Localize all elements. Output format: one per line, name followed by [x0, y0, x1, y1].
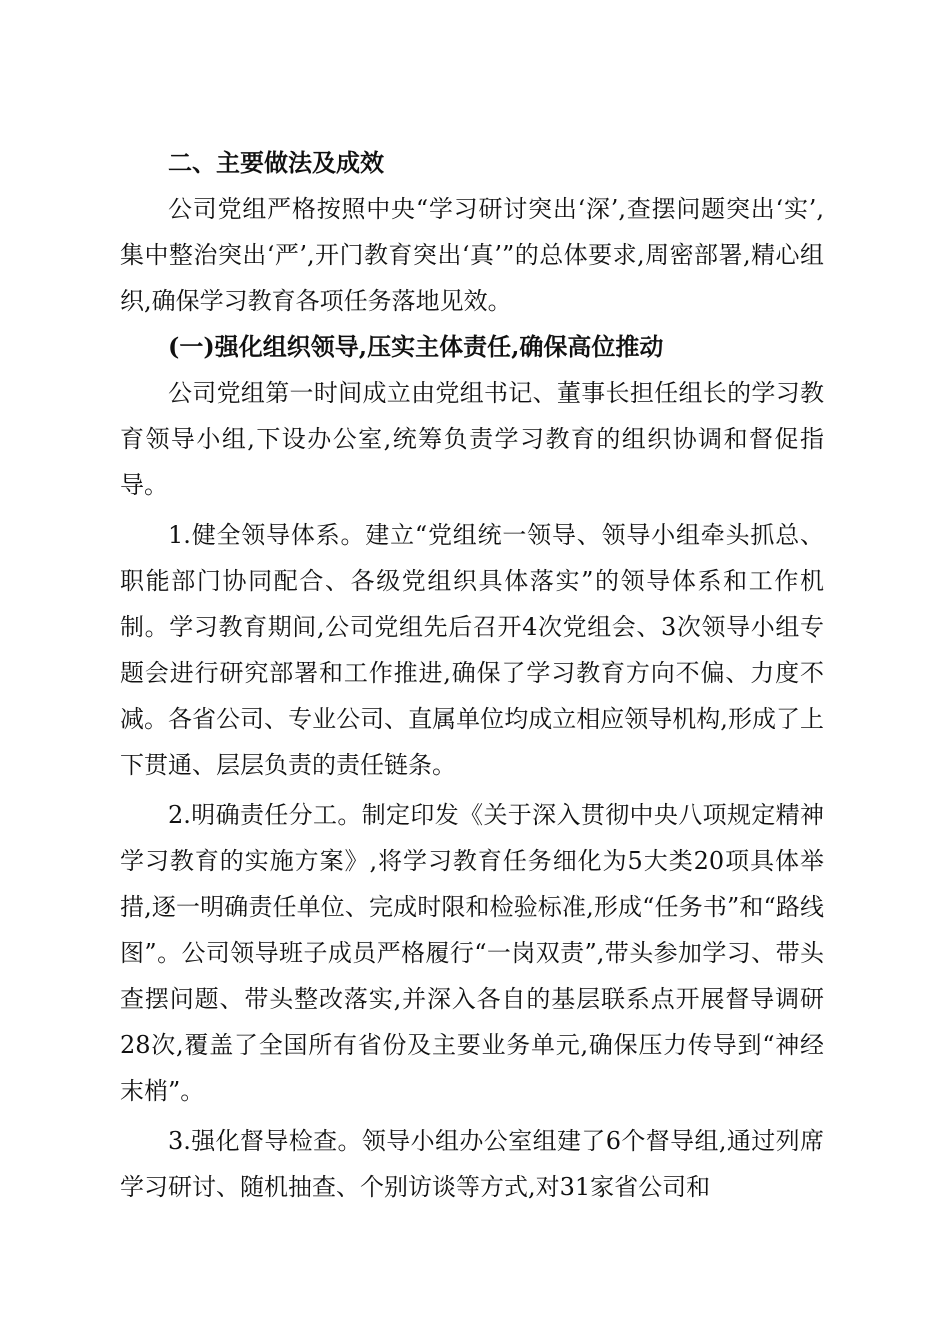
section-heading: 二、主要做法及成效 [168, 149, 384, 177]
item-3-paragraph: 3.强化督导检查。领导小组办公室组建了6个督导组,通过列席学习研讨、随机抽查、个别访谈等方式,对31家省公司和 [120, 1127, 824, 1201]
item-1-paragraph: 1.健全领导体系。建立“党组统一领导、领导小组牵头抓总、职能部门协同配合、各级党组织具体落实”的领导体系和工作机制。学习教育期间,公司党组先后召开4次党组会、3次领导小组专题会进行研究部署和工作推进,确保了学习教育方向不偏、力度不减。各省公司、专业公司、直属单位均成立相应领导机构,形成了上下贯通、层层负责的责任链条。 [120, 521, 824, 779]
intro-paragraph: 公司党组严格按照中央“学习研讨突出‘深’,查摆问题突出‘实’,集中整治突出‘严’,开门教育突出‘真’”的总体要求,周密部署,精心组织,确保学习教育各项任务落地见效。 [120, 195, 824, 315]
document-body [120, 140, 824, 1210]
item-2-paragraph: 2.明确责任分工。制定印发《关于深入贯彻中央八项规定精神学习教育的实施方案》,将学习教育任务细化为5大类20项具体举措,逐一明确责任单位、完成时限和检验标准,形成“任务书”和“路线图”。公司领导班子成员严格履行“一岗双责”,带头参加学习、带头查摆问题、带头整改落实,并深入各自的基层联系点开展督导调研28次,覆盖了全国所有省份及主要业务单元,确保压力传导到“神经末梢”。 [120, 801, 824, 1105]
subsection-paragraph: 公司党组第一时间成立由党组书记、董事长担任组长的学习教育领导小组,下设办公室,统筹负责学习教育的组织协调和督促指导。 [120, 379, 824, 499]
subsection-heading: (一)强化组织领导,压实主体责任,确保高位推动 [168, 332, 664, 361]
